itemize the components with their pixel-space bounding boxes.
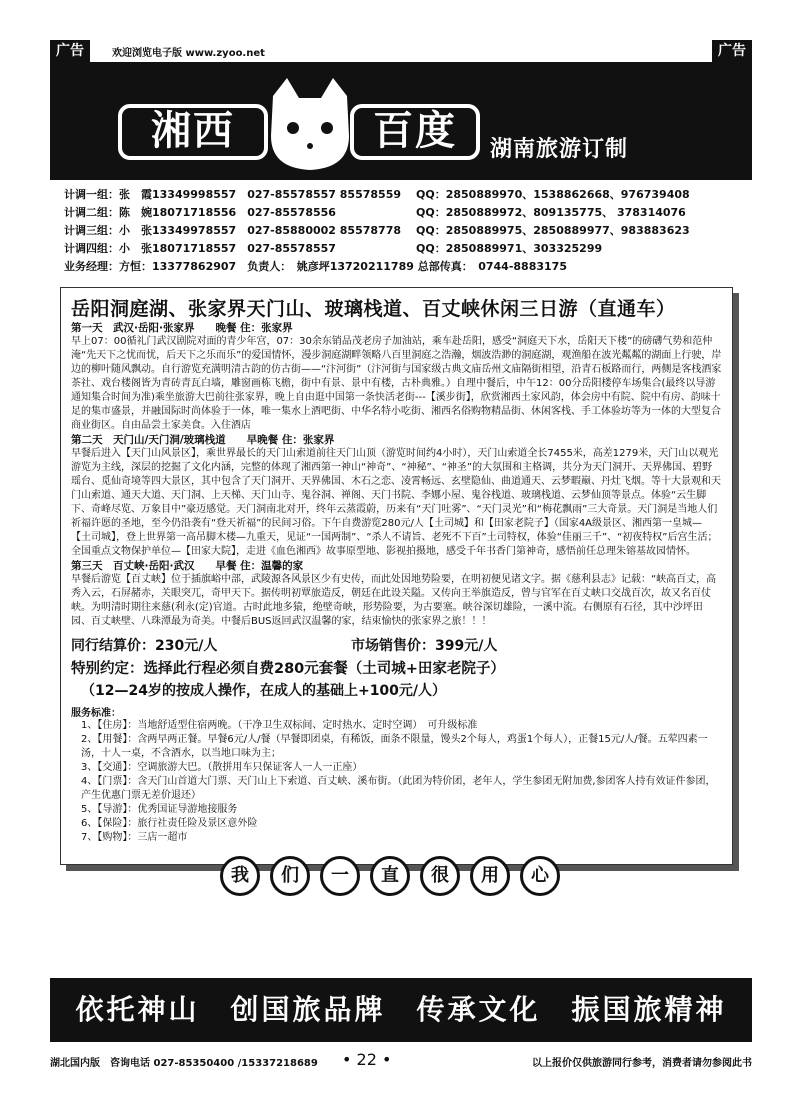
footer-contact: 湖北国内版 咨询电话 027-85350400 /15337218689 <box>50 1058 318 1069</box>
motto-bubble: 一 <box>320 856 360 896</box>
contact-name-phone: 计调三组：小 张13349978557 027-85880002 85578778 <box>64 224 402 237</box>
cat-logo-icon <box>265 76 355 174</box>
tour-title: 岳阳洞庭湖、张家界天门山、玻璃栈道、百丈峡休闲三日游（直通车） <box>71 298 676 320</box>
contact-row <box>64 204 744 222</box>
contact-row <box>64 258 744 276</box>
contact-qq: QQ：2850889971、303325299 <box>416 242 603 255</box>
contact-row <box>64 186 744 204</box>
contact-row <box>64 240 744 258</box>
contact-name-phone: 计调四组：小 张18071718557 027-85578557 <box>64 242 336 255</box>
brand-slogan: 湖南旅游订制 <box>490 136 629 162</box>
motto-bubble: 们 <box>270 856 310 896</box>
motto-bubble: 用 <box>470 856 510 896</box>
contact-qq: QQ：2850889975、2850889977、983883623 <box>416 224 690 237</box>
footer-disclaimer: 以上报价仅供旅游同行参考，消费者请勿参阅此书 <box>532 1058 752 1069</box>
top-bar <box>50 40 752 62</box>
contact-list <box>64 186 744 276</box>
motto-bubble: 很 <box>420 856 460 896</box>
peer-price: 同行结算价：230元/人 <box>71 638 218 654</box>
day-3 <box>61 559 732 629</box>
brand-banner <box>50 62 752 180</box>
service-heading: 服务标准： <box>71 708 121 719</box>
motto-bubble: 心 <box>520 856 560 896</box>
welcome-text: 欢迎浏览电子版 www.zyoo.net <box>112 48 265 59</box>
brand-name-part1: 湘西 <box>118 104 268 160</box>
day-description: 早餐后游览【百丈峡】位于插旗峪中部，武陵源各风景区少有史传，而此处因地势险要，在明初便见诸文字。据《慈利县志》记载：“峡高百丈，高秀入云，石屏赭赤，关眼突兀，奇甲天下。据传明初覃旅造反，朝廷在此设关隘。又传向王举旗造反，曾与官军在百丈峡口交战百次，故又名百仗峡。为明清时期往来慈(利永(定)官道。古时此地多猿，绝壁奇峡，形势险要，为古要塞。峡谷深切雄险，一溪中流。右侧原有石径，其中沙坪田园、百丈峡壁、八珠潭最为奇美。中餐后BUS返回武汉温馨的家，结束愉快的张家界之旅！！！ <box>71 574 717 627</box>
service-item: 7、【购物】：三店一超市 <box>81 832 188 843</box>
day-1 <box>61 321 732 433</box>
day-2 <box>61 433 732 559</box>
page-number: • 22 • <box>342 1050 392 1069</box>
special-agreement: 特别约定：选择此行程必须自费280元套餐（土司城+田家老院子） <box>71 661 505 677</box>
service-item: 1、【住房】：当地舒适型住宿两晚。（干净卫生双标间、定时热水、定时空调） 可升级标准 <box>81 720 478 731</box>
service-item: 2、【用餐】：含两早两正餐。早餐6元/人/餐（早餐即团桌，有稀饭，面条不限量，馒头2个每人，鸡蛋1个每人），正餐15元/人/餐。五荤四素一汤，十人一桌，不含酒水，以当地口味为主； <box>81 734 708 759</box>
day-description: 早上07：00循礼门武汉剧院对面的青少年宫，07：30余东销品茂老房子加油站，乘车赴岳阳，感受“洞庭天下水，岳阳天下楼”的磅礴气势和范仲淹“先天下之忧而忧，后天下之乐而乐”的爱国情怀，漫步洞庭湖畔领略八百里洞庭之浩瀚，烟波浩渺的洞庭湖，观渔船在波光粼粼的湖面上行驶，岸边的柳叶随风飘动。自行游览充满明清古韵的仿古街——“汴河街”（汴河街与国家级古典文庙岳州文庙隔街相望，沿青石板路而行，两侧是客栈酒家茶社、戏台楼阁皆为青砖青瓦白墙，雕窗画栋飞檐，街中有景、景中有楼，古朴典雅。）自理中餐后，中午12：00分岳阳楼停车场集合(最终以导游通知集合时间为准)乘坐旅游大巴前往张家界，晚上自由逛中国第一条快活老街---【溪步街】，欣赏湘西土家风韵，体会房中有院、院中有房、韵味十足的集市盛景，并融国际时尚体验于一体，唯一集水上酒吧街、中华名特小吃街、湘西名俗购物精品街、休闲客栈、手工体验坊等为一体的大型复合商业街区。自由品尝土家美食。入住酒店 <box>71 336 722 431</box>
manager-info: 业务经理：方恒：13377862907 负责人： 姚彦坪13720211789 总部传真： 0744-8883175 <box>64 260 567 273</box>
price-row <box>61 629 732 655</box>
motto-bubble: 直 <box>370 856 410 896</box>
day-title: 第三天 百丈峡·岳阳·武汉 早餐 住：温馨的家 <box>71 560 304 572</box>
contact-name-phone: 计调二组：陈 婉18071718556 027-85578556 <box>64 206 336 219</box>
bottom-slogan: 依托神山 创国旅品牌 传承文化 振国旅精神 <box>50 978 752 1042</box>
service-item: 6、【保险】：旅行社责任险及景区意外险 <box>81 818 258 829</box>
youth-pricing-note: （12—24岁的按成人操作，在成人的基础上+100元/人） <box>81 683 447 699</box>
page-footer <box>50 1050 752 1072</box>
brand-name-part2: 百度 <box>350 104 480 160</box>
market-price: 市场销售价：399元/人 <box>351 638 498 654</box>
service-item: 4、【门票】：含天门山首道大门票、天门山上下索道、百丈峡、溪布街。（此团为特价团，老年人，学生参团无附加费,参团客人持有效证件参团，产生优惠门票无差价退还） <box>81 776 716 801</box>
day-title: 第一天 武汉·岳阳·张家界 晚餐 住：张家界 <box>71 322 293 334</box>
ad-label-right: 广告 <box>712 40 752 62</box>
contact-qq: QQ：2850889970、1538862668、976739408 <box>416 188 690 201</box>
contact-qq: QQ：2850889972、809135775、 378314076 <box>416 206 686 219</box>
contact-name-phone: 计调一组：张 霞13349998557 027-85578557 85578559 <box>64 188 402 201</box>
contact-row <box>64 222 744 240</box>
day-description: 早餐后进入【天门山风景区】，乘世界最长的天门山索道前往天门山顶（游览时间约4小时），天门山索道全长7455米，高差1279米，天门山以观光游览为主线，深层的挖掘了文化内涵，完整的体现了湘西第一神山“神奇”、“神秘”、“神圣”的大氛围和主格调，共分为天门洞开、天界佛国、碧野瑶台、觅仙奇境等四大景区，其中包含了天门洞开、天界佛国、木石之恋、凌霄畅远、玄壁隐仙、曲道通天、云梦暇巅、丹灶飞烟。等十大景观和天门山索道、通天大道、天门洞、上天梯、天门山寺、鬼谷洞、禅阁、天门书院、李娜小屋、鬼谷栈道、玻璃栈道、云梦仙顶等景点。体验“云生脚下、奇峰尽览、万象目中”豪迈感觉。天门洞南北对开，终年云蒸霞蔚，历来有“天门吐雾”、“天门灵光”和“梅花飘雨”三大奇景。天门洞是当地人们祈福许愿的圣地，至今仍沿袭有“登天祈福”的民间习俗。下午自费游览280元/人【土司城】和【田家老院子】（国家4A级景区、湘西第一皇城—【土司城】，登上世界第一高吊脚木楼—九重天，见证“一国两制”、“杀人不请旨、老死不下百”土司特权，体验“佳丽三千”、“初夜特权”后宫生活；全国重点文物保护单位—【田家大院】，走进《血色湘西》故事原型地、影视拍摄地，感受千年书香门第神奇，感悟前任总理朱镕基故园情怀。 <box>71 448 721 557</box>
motto-bubble: 我 <box>220 856 260 896</box>
service-item: 3、【交通】：空调旅游大巴。（散拼用车只保证客人一人一正座） <box>81 762 363 773</box>
motto-bubbles <box>220 856 560 896</box>
tour-itinerary-box <box>60 287 733 865</box>
ad-label-left: 广告 <box>50 40 90 62</box>
day-title: 第二天 天门山/天门洞/玻璃栈道 早晚餐 住：张家界 <box>71 434 335 446</box>
service-item: 5、【导游】：优秀国证导游地接服务 <box>81 804 238 815</box>
